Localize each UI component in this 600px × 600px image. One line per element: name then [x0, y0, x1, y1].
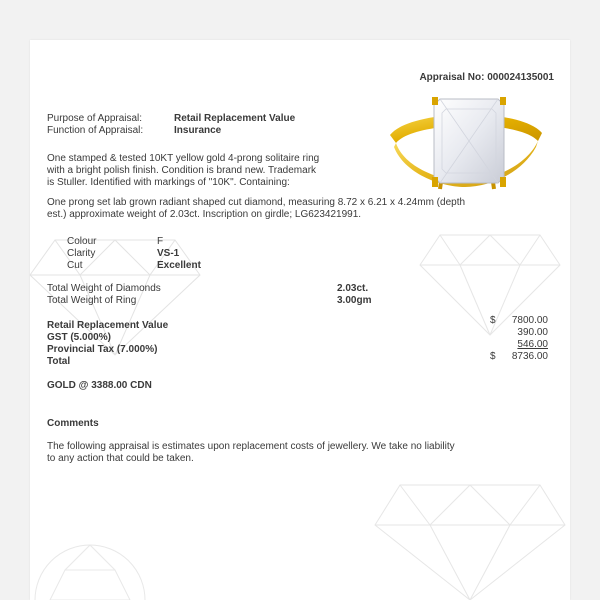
retail-value-label: Retail Replacement Value — [47, 320, 169, 331]
cut-label: Cut — [67, 260, 83, 271]
gold-price-value: 3388.00 CDN — [91, 380, 152, 391]
diamond-watermark-bottom-right-icon — [370, 470, 570, 600]
total-label: Total — [47, 356, 71, 367]
description-line-2: with a bright polish finish. Condition is brand new. Trademark — [47, 165, 317, 176]
gold-price — [47, 380, 152, 392]
function-label: Function of Appraisal: — [47, 125, 144, 136]
stone-description-line-1: One prong set lab grown radiant shaped cut diamond, measuring 8.72 x 6.21 x 4.24mm (depth — [47, 197, 466, 208]
total-currency: $ — [490, 351, 496, 362]
comments-line-2: to any action that could be taken. — [47, 453, 194, 464]
purpose-value: Retail Replacement Value — [174, 113, 296, 124]
gst-value: 390.00 — [517, 327, 548, 338]
appraisal-number-value: 000024135001 — [487, 72, 554, 83]
clarity-label: Clarity — [67, 248, 96, 259]
comments-line-1: The following appraisal is estimates upon replacement costs of jewellery. We take no liability — [47, 441, 455, 452]
gst-label: GST (5.000%) — [47, 332, 111, 343]
retail-value: 7800.00 — [511, 315, 548, 326]
appraisal-number-label: Appraisal No: — [419, 72, 485, 83]
colour-value: F — [157, 236, 164, 247]
provincial-tax-value: 546.00 — [517, 339, 548, 350]
appraisal-sheet — [30, 40, 570, 600]
ring-weight-value: 3.00gm — [337, 295, 372, 306]
function-value: Insurance — [174, 125, 222, 136]
diamond-weight-value: 2.03ct. — [337, 283, 369, 294]
colour-label: Colour — [67, 236, 97, 247]
retail-currency: $ — [490, 315, 496, 326]
provincial-tax-label: Provincial Tax (7.000%) — [47, 344, 158, 355]
stone-description-line-2: est.) approximate weight of 2.03ct. Inscription on girdle; LG623421991. — [47, 209, 362, 220]
gold-price-label: GOLD @ — [47, 380, 89, 391]
cut-value: Excellent — [157, 260, 201, 271]
appraisal-number — [419, 72, 554, 84]
total-value: 8736.00 — [511, 351, 548, 362]
diamond-watermark-bottom-left-icon — [30, 530, 170, 600]
diamond-weight-label: Total Weight of Diamonds — [47, 283, 161, 294]
description-line-1: One stamped & tested 10KT yellow gold 4-prong solitaire ring — [47, 153, 320, 164]
ring-image — [380, 95, 550, 205]
clarity-value: VS-1 — [157, 248, 180, 259]
description-line-3: is Stuller. Identified with markings of "10K". Containing: — [47, 177, 290, 188]
comments-heading: Comments — [47, 418, 99, 429]
purpose-label: Purpose of Appraisal: — [47, 113, 143, 124]
ring-weight-label: Total Weight of Ring — [47, 295, 137, 306]
